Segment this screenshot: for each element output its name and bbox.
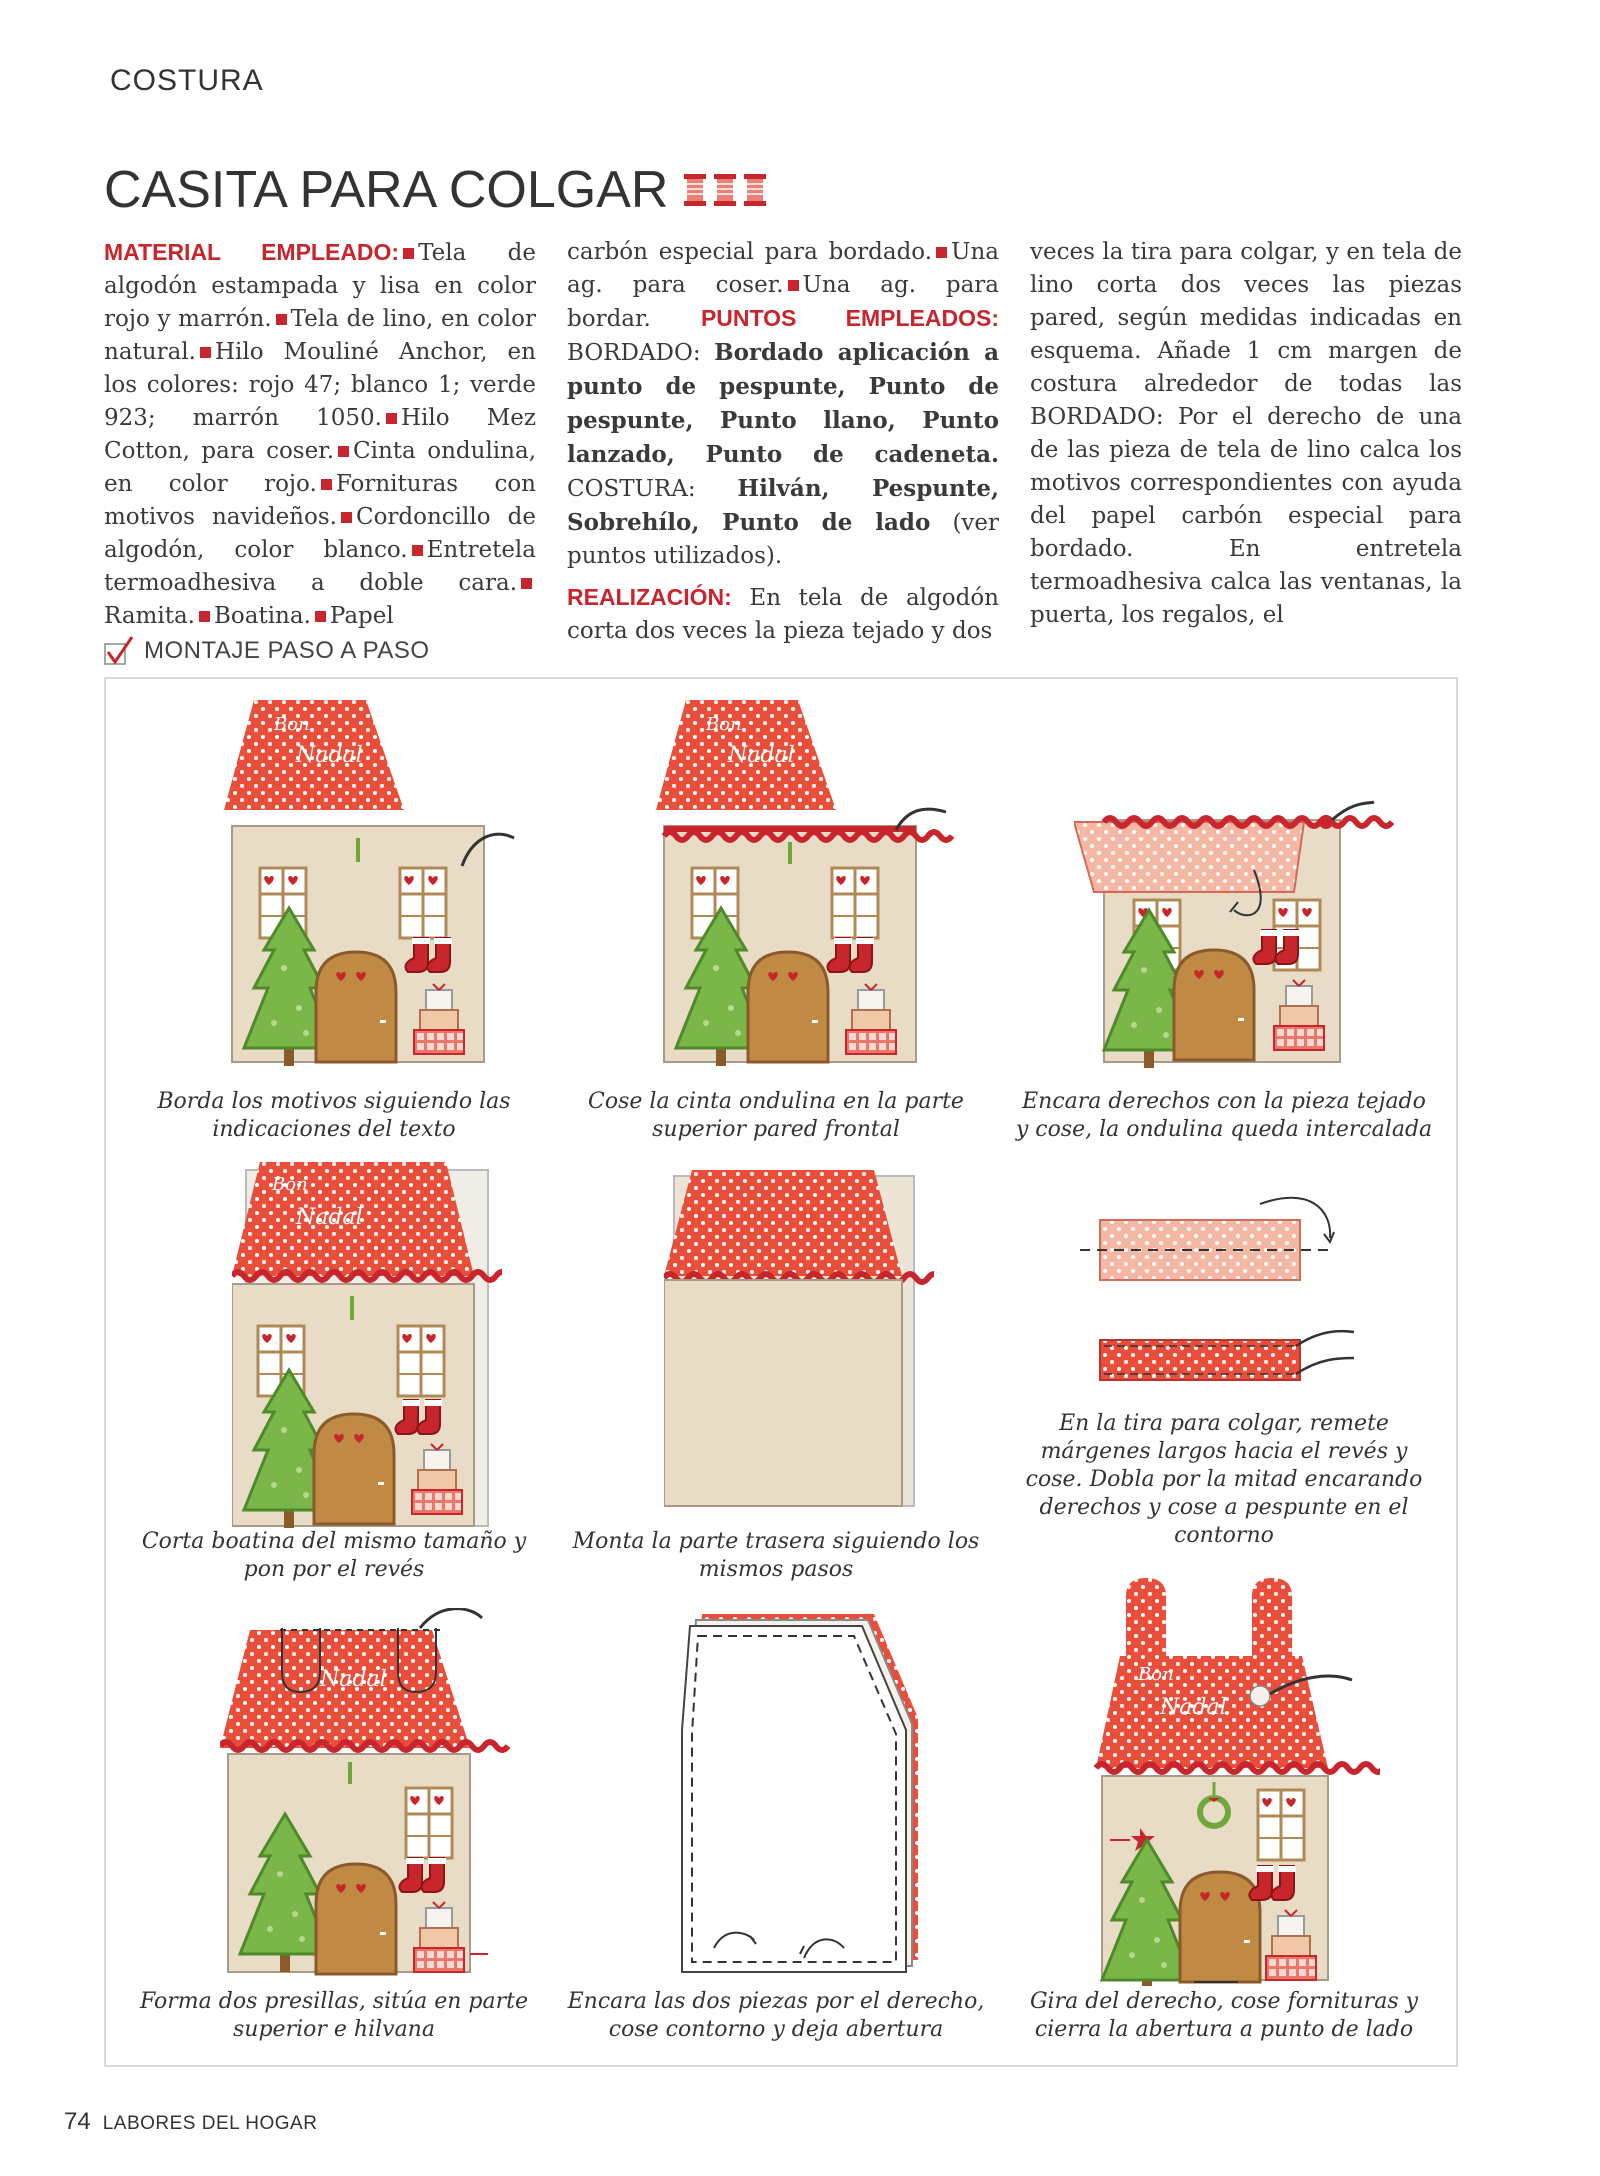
material-item: Ramita. [104,603,195,629]
roof-label-1: Bon [706,714,742,735]
page-title-wrap [104,160,772,220]
material-item: Hilo Mez Cotton, para coser. [104,405,536,464]
page-number: 74 [64,2108,91,2135]
material-item: Hilo Mouliné Anchor, en los colores: rojo 47; blanco 1; verde 923; marrón 1050. [104,339,536,431]
material-item: Papel [329,603,394,629]
montaje-heading [104,636,430,666]
page-title: CASITA PARA COLGAR [104,161,669,219]
col3-text-2: Por el derecho de una de las pieza de tela de lino calca los motivos correspondientes con ayuda del papel carbón especial para bordado. En entretela termoadhesiva calca las ventanas, la puerta, los regalos, el [1030,404,1462,628]
roof-label-1: Bon [274,714,310,735]
roof-label-2: Nadal [296,743,363,768]
bordado-label: BORDADO: [567,340,701,366]
bordado-label-2: BORDADO: [1030,404,1164,430]
material-item: Cinta ondulina, en color rojo. [104,438,537,497]
roof-label-2: Nadal [320,1667,387,1692]
step-4-caption: Corta boatina del mismo tamaño y pon por el revés [141,1529,527,1582]
step-7-illustration [220,1608,510,1978]
step-7-caption: Forma dos presillas, sitúa en parte superior e hilvana [139,1989,529,2042]
step-2-illustration [656,698,956,1068]
roof-label-1: Bon [272,1174,308,1195]
step-8-illustration [654,1608,934,1978]
page-footer [64,2108,317,2136]
material-item: Tela de algodón estampada y lisa en color rojo y marrón. [104,240,536,332]
material-item: Cordoncillo de algodón, color blanco. [104,504,536,563]
costura-text: Hilván, Pespunte, Sobrehílo, Punto de lado [567,475,1000,536]
material-item: Boatina. [214,603,311,629]
step-6-illustration [1080,1190,1380,1410]
material-item: Una ag. para bordar. [567,272,1000,332]
step-3-caption: Encara derechos con la pieza tejado y cose, la ondulina queda intercalada [1015,1089,1433,1142]
section-label: COSTURA [110,64,264,97]
text-column-3 [1030,236,1462,632]
realizacion-text: En tela de algodón corta dos veces la pieza tejado y dos [567,585,999,644]
step-2-caption: Cose la cinta ondulina en la parte superior pared frontal [588,1089,964,1142]
material-item: Tela de lino, en color natural. [104,306,536,365]
bordado-text: Bordado aplicación a punto de pespunte, Punto de pespunte, Punto llano, Punto lanzado, Punto de cadeneta. [567,339,999,468]
montaje-title: MONTAJE PASO A PASO [144,637,430,664]
step-1-caption: Borda los motivos siguiendo las indicaciones del texto [157,1089,511,1142]
material-item: Entretela termoadhesiva a doble cara. [104,537,536,596]
magazine-name: LABORES DEL HOGAR [102,2113,318,2134]
step-6-caption: En la tira para colgar, remete márgenes largos hacia el revés y cose. Dobla por la mitad encarando derechos y cose a pespunte en el contorno [1025,1411,1423,1548]
step-9-illustration [1090,1576,1380,1986]
col3-text-1: veces la tira para colgar, y en tela de lino corta dos veces las piezas pared, según medidas indicadas en esquema. Añade 1 cm margen de costura alrededor de todas las [1030,239,1462,397]
material-item: carbón especial para bordado. [567,239,933,265]
material-item: Fornituras con motivos navideños. [104,471,536,530]
text-column-1 [104,236,536,633]
step-5-illustration [664,1170,934,1510]
realizacion-label: REALIZACIÓN: [567,584,732,610]
step-9-caption: Gira del derecho, cose fornituras y cierra la abertura a punto de lado [1029,1989,1419,2042]
material-label: MATERIAL EMPLEADO: [104,239,400,265]
step-3-illustration [1074,800,1394,1070]
step-8-caption: Encara las dos piezas por el derecho, cose contorno y deja abertura [567,1989,985,2042]
text-column-2 [567,236,999,648]
material-item: Una ag. para coser. [567,239,999,298]
checkmark-icon [104,636,134,666]
step-5-caption: Monta la parte trasera siguiendo los mismos pasos [572,1529,980,1582]
costura-label: COSTURA: [567,476,696,502]
roof-label-2: Nadal [728,743,795,768]
roof-label-1: Bon [1138,1664,1174,1685]
roof-label-2: Nadal [296,1205,363,1230]
roof-label-2: Nadal [1160,1695,1227,1720]
costura-note: (ver puntos utilizados). [567,510,1000,569]
spool-icon [682,172,772,208]
puntos-label: PUNTOS EMPLEADOS: [700,305,999,331]
step-1-illustration [224,698,524,1068]
step-4-illustration [232,1160,502,1530]
